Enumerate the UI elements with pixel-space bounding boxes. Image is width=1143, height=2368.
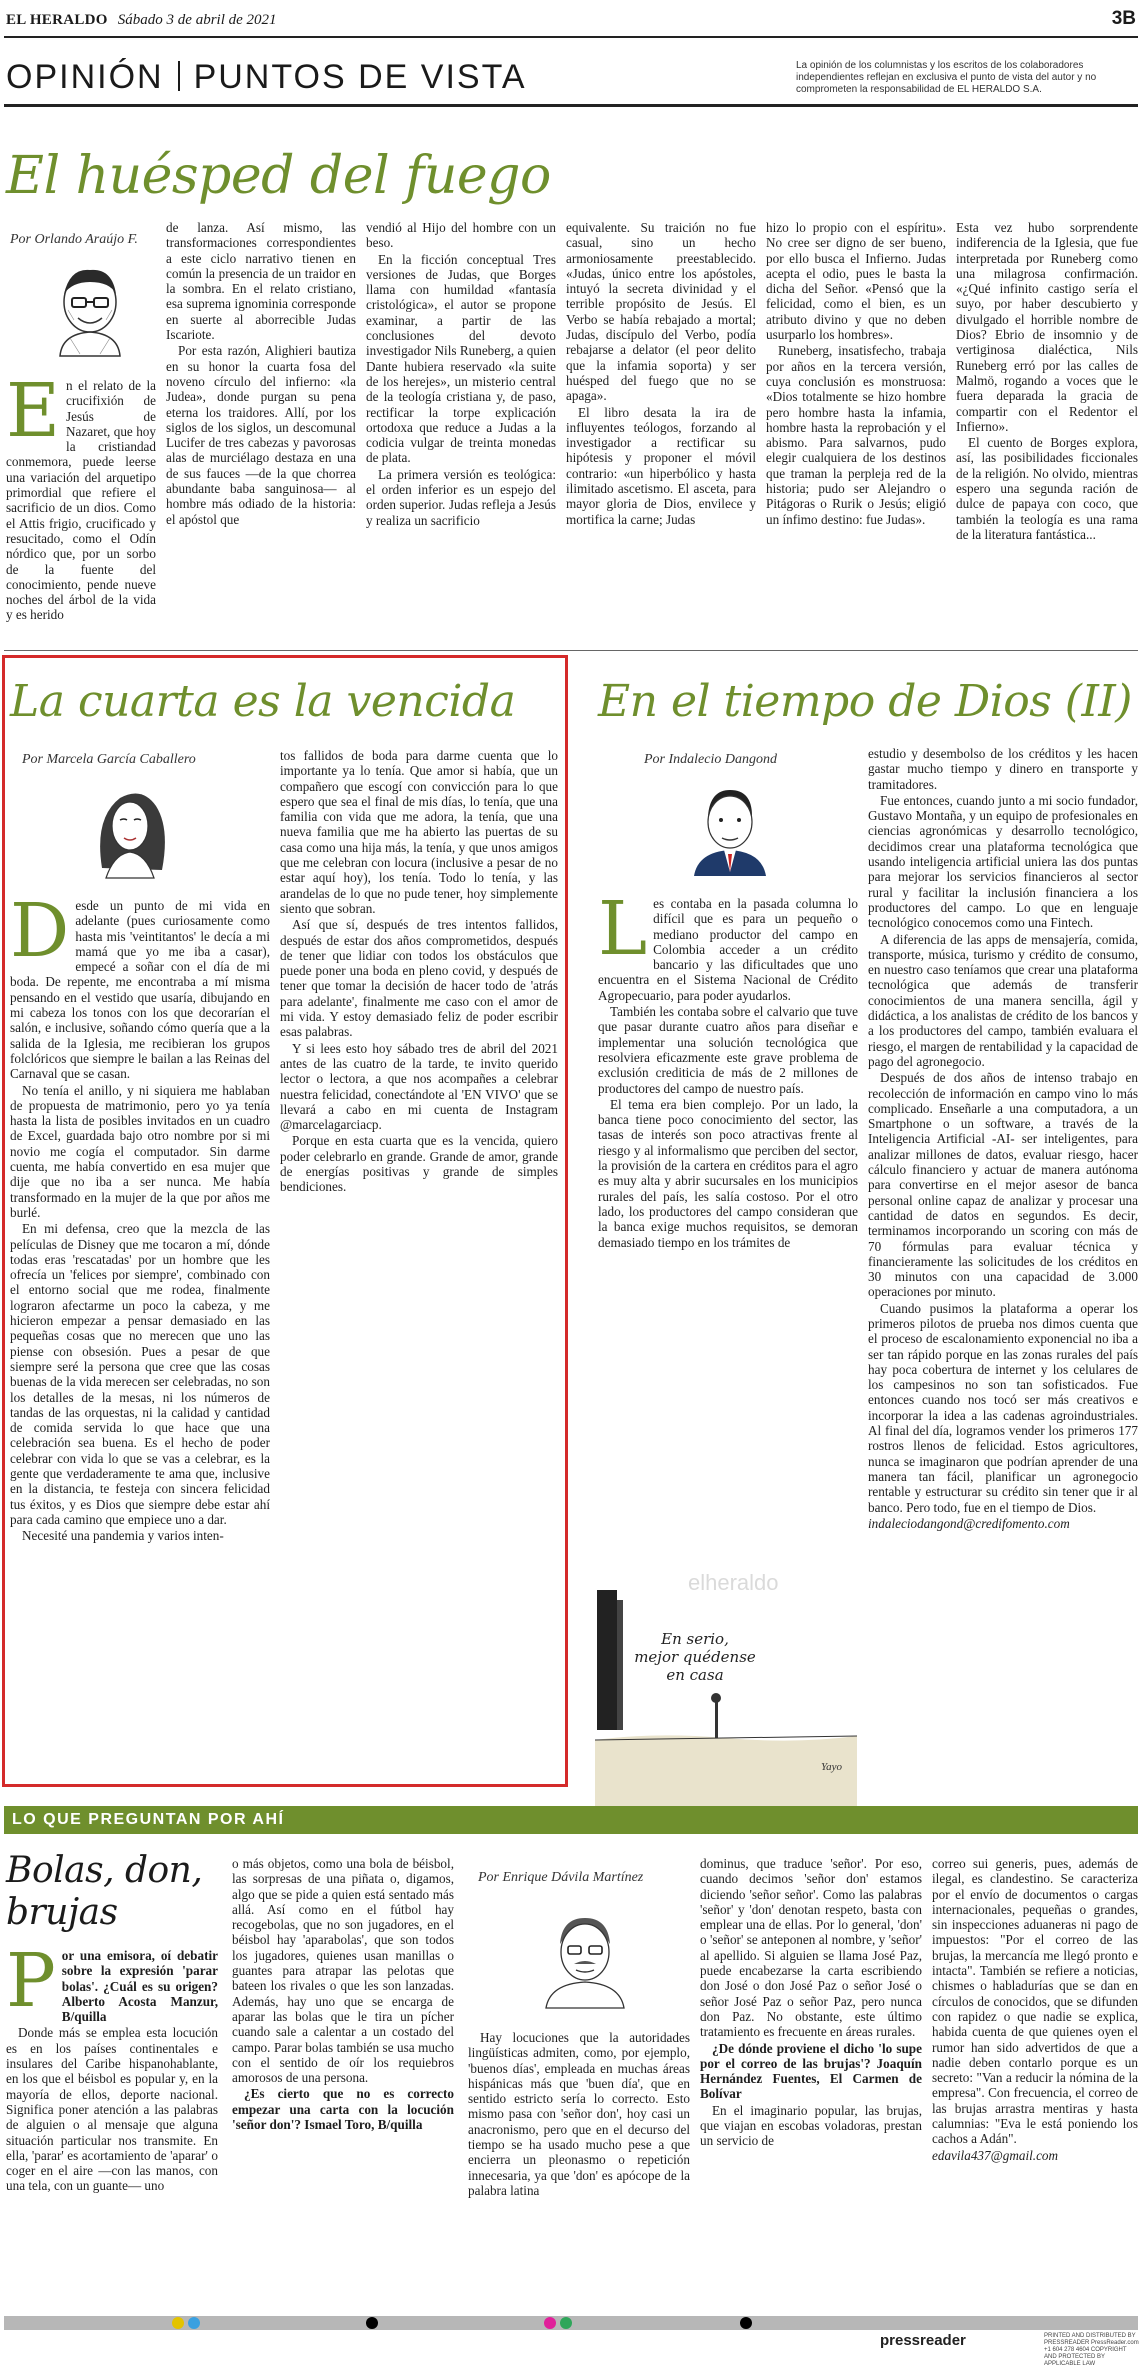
registration-dot-black (740, 2317, 752, 2329)
article4-column-3 (468, 2030, 690, 2310)
article1-paragraph: El libro desata la ira de influyentes teólogos, forzando al investigador a rectificar su hipótesis y proponer el móvil contrario: «un hiperbólico y hasta ilimitado ascetismo. El asceta, para mayor gloria de Dios, envilece y mortifica la carne; Judas (566, 404, 756, 527)
issue-date: Sábado 3 de abril de 2021 (117, 12, 277, 28)
article2-paragraph: En mi defensa, creo que la mezcla de las películas de Disney que me tocaron a mí, dónde todas eras 'rescatadas' por un hombre que les ofrecía un 'felices por siempre', combinado con el entorno social que me rodea, finalmente lograron afectarme un poco la cabeza, y me hicieron empezar a pensar demasiado en las pequeñas cosas que no merecen que uno las piense con obsesión. Pues a pesar de que siempre seré la persona que cree que las cosas buenas de la vida merecen ser celebradas, no son los detalles de la mesas, ni los números de tandas de las orquestas, ni la calidad y cantidad de comida servida lo que hace que una celebración sea buena. Es el hecho de poder celebrar con vida lo que se vas a celebrar, es la gente que verdaderamente te ama que, inclusive en la distancia, te festeja con sincera felicidad tus éxitos, y es Dios que siempre debe estar ahí para cada camino que empiece uno a dar. (10, 1221, 270, 1527)
pressreader-logo: pressreader (880, 2332, 966, 2349)
article4-dropcap: P (6, 1938, 56, 2024)
article1-column-5 (766, 220, 946, 640)
article2-byline: Por Marcela García Caballero (22, 752, 196, 767)
article3-email: indaleciodangond@credifomento.com (868, 1515, 1070, 1531)
article4-title-line2: brujas (6, 1892, 118, 1933)
article1-paragraph: En la ficción conceptual Tres versiones de Judas, que Borges llama con humildad «fantasía cristológica», el autor se propone examinar, a partir de las conclusiones del devoto investigador Nils Runeberg, a quien Dante hubiera reservado «la suite de los herejes», un misterio central de la teología cristiana y, de paso, rectificar la torpe explicación ortodoxa que reduce a Judas a la codicia vulgar de treinta monedas de plata. (366, 251, 556, 466)
article4-email: edavila437@gmail.com (932, 2147, 1059, 2163)
article1-paragraph: de lanza. Así mismo, las transformaciones correspondientes a este ciclo narrativo tienen en común la presencia de un traidor en la sombra. En el relato cristiano, esa suprema ignominia corresponde en suerte al aborrecible Judas Iscariote. (166, 220, 356, 343)
section-rule (4, 104, 1138, 107)
article4-paragraph: o más objetos, como una bola de béisbol, las sorpresas de una piñata o, digamos, algo que se pide a quien está sentado más allá. Así como en el fútbol hay recogebolas, que no son jugadores, en el béisbol hay 'aparabolas', que son todos los jugadores, quienes usan manillas o guantes para atrapar las pelotas que bateen los rivales o que les son lanzadas. Además, hay uno que se encarga de aparar las bolas que le tira un pícher cuando sale a calentar a un costado del campo. Parar bolas también se usa mucho con el sentido de oír los requiebros amorosos de una persona. (232, 1856, 454, 2086)
article2-paragraph: tos fallidos de boda para darme cuenta que lo importante ya lo tenía. Que amor si había, que un compañero que escogí con convicción para lo que espero que sea el final de mis días, lo tenía, que una familia con vida que me adora, la tenía, que una nueva familia que me ha abierto las puertas de su casa como una hija más, la tenía, y que unos amigos que me celebran con locura (inclusive a pesar de no estar aquí hoy), los tenía. Todo lo tenía, y las arandelas de lo que no pude tener, hoy simplemente siento que sobran. (280, 748, 558, 916)
article1-paragraph: Runeberg, insatisfecho, trabaja por años en la tercera versión, cuya conclusión es monstruosa: «Dios totalmente se hizo hombre pero hombre hasta la infamia, hombre hasta la reprobación y el abismo. Para salvarnos, pudo elegir cualquiera de los destinos que traman la perpleja red de la historia; pudo ser Alejandro o Pitágoras o Rurik o Jesús; eligió un ínfimo destino: fue Judas». (766, 343, 946, 527)
cartoon-watermark: elheraldo (688, 1570, 779, 1595)
article4-column-4 (700, 1856, 922, 2310)
article2-paragraph: Así que sí, después de tres intentos fallidos, después de estar dos años comprometidos, después de tener que lidiar con todos los obstáculos que puede poner una boda en pleno covid, y después de tener que tomar la decisión de hacer todo de 'atrás para adelante', finalmente me caso con el amor de mi vida. Y estoy demasiado feliz de poder escribir esas palabras. (280, 917, 558, 1040)
article1-column-1 (6, 368, 156, 638)
article1-paragraph: vendió al Hijo del hombre con un beso. (366, 220, 556, 251)
article3-paragraph: estudio y desembolso de los créditos y les hacen gastar mucho tiempo y dinero en transporte y tramitadores. (868, 746, 1138, 792)
section-bar-label: LO QUE PREGUNTAN POR AHÍ (12, 1811, 285, 1828)
article4-question: ¿Es cierto que no es correcto empezar una carta con la locución 'señor don'? Ismael Toro, B/quilla (232, 2086, 454, 2133)
article2-paragraph: Porque en esta cuarta que es la vencida, quiero poder celebrarlo en grande. Grande de amor, grande de energías positivas y grande de simples bendiciones. (280, 1133, 558, 1195)
section-name: OPINIÓN (6, 58, 164, 96)
registration-dot-green (560, 2317, 572, 2329)
page-number: 3B (1111, 8, 1136, 29)
article1-column-4 (566, 220, 756, 640)
article4-question: ¿De dónde proviene el dicho 'lo supe por el correo de las brujas'? Joaquín Hernández Fuentes, El Carmen de Bolívar (700, 2040, 922, 2102)
article2-paragraph: No tenía el anillo, y ni siquiera me hablaban de propuesta de matrimonio, pero yo ya tenía hasta la lista de posibles invitados en un cuadro de Excel, guardada bajo otro nombre por si mi novio me cogía el computador. Sin darme cuenta, me había convertido en esa mujer que dije que no iba a ser nunca. Me había transformado en la mujer de la que por años me burlé. (10, 1082, 270, 1220)
article1-column-3 (366, 220, 556, 640)
article3-paragraph: Después de dos años de intenso trabajo en recolección de información en campo vino lo más complicado. Enseñarle a una computadora, a un Smartphone o un software, a través de la Inteligencia Artificial -AI- ser inteligentes, para analizar millones de datos, evaluar riesgo, hacer cálculo financiero y actuar de manera autónoma para convertirse en el mejor asesor de banca personal online capaz de analizar y procesar una cantidad de datos en segundos. Es decir, terminamos incorporando un scoring con más de 70 fórmulas para evaluar técnica y financieramente las solicitudes de los créditos en 30 minutos con una capacidad de 3.000 operaciones por minuto. (868, 1070, 1138, 1300)
article3-paragraph: es contaba en la pasada columna lo difícil que es para un pequeño o mediano productor del campo en Colombia acceder a un crédito bancario y las dificultades que uno encuentra en el Sistema Nacional de Crédito Agropecuario, para poder ayudarlos. (598, 896, 858, 1003)
article3-dropcap: L (598, 886, 648, 972)
article4-title (6, 1850, 202, 1934)
article1-paragraph: El cuento de Borges explora, así, las posibilidades ficcionales de la religión. No olvido, mientras espero una segunda ración de dulce de papaya con coco, que también la teología es una rama de la literatura fantástica... (956, 435, 1138, 542)
article2-paragraph: Necesité una pandemia y varios inten- (22, 1528, 224, 1544)
article2-dropcap: D (10, 888, 70, 974)
article3-paragraph: A diferencia de las apps de mensajería, comida, transporte, música, turismo y crédito de consumo, en nuestro caso teníamos que crear una plataforma tecnológica que además de transferir conocimientos de una manera sencilla, ágil y didáctica, a los analistas de crédito de los bancos y a los productores del campo, también evaluara el riesgo, el margen de rentabilidad y la capacidad de pago del agronegocio. (868, 931, 1138, 1069)
article3-paragraph: El tema era bien complejo. Por un lado, la banca tiene poco conocimiento del sector, las tasas de interés son poco atractivas frente al riesgo y al informalismo que perciben del sector, la provisión de la cartera en créditos para el agro es muy alta y abrir sucursales en los municipios rurales del país, les salía costoso. Por el otro lado, los productores del campo consideran que la banca exige muchos requisitos, se demoran demasiado tiempo en los trámites de (598, 1096, 858, 1250)
article2-column-2 (280, 748, 558, 1338)
section-disclaimer: La opinión de los columnistas y los escritos de los colaboradores independientes reflejan en exclusiva el punto de vista del autor y no comprometen la responsabilidad de EL HERALDO S.A. (796, 60, 1097, 95)
article1-paragraph: Esta vez hubo sorprendente indiferencia de la Iglesia, que fue interpretada por Runeberg como una milagrosa confirmación. «¿Qué infinito castigo sería el suyo, por haber descubierto y divulgado el horrible nombre de Dios? Ebrio de insomnio y de vertiginosa dialéctica, Nils Runeberg erró por las calles de Malmö, rogando a voces que le fuera deparada la gracia de compartir con el Redentor el Infierno». (956, 220, 1138, 434)
article1-paragraph: hizo lo propio con el espíritu». No cree ser digno de ser bueno, por ello busca el Infierno. Judas acepta el odio, pues le basta la dicha del Señor. «Pensó que la felicidad, como el bien, es un atributo divino y que no deben usurparlo los hombres». (766, 220, 946, 343)
article1-paragraph: Por esta razón, Alighieri bautiza en su honor la cuarta fosa del noveno círculo del infierno: «la Judea», donde purgan su pena eterna los traidores. Allí, por los siglos de los siglos, un descomunal Lucifer de tres cabezas y pavorosas alas de murciélago destaza en una de sus fauces —de la que chorrea abundante baba sanguinosa— al hombre más odiado de la historia: el apóstol que (166, 343, 356, 527)
article4-column-2 (232, 1856, 454, 2310)
cartoon-signature: Yayo (821, 1761, 842, 1773)
article1-byline: Por Orlando Araújo F. (10, 232, 138, 247)
article2-title: La cuarta es la vencida (10, 676, 516, 727)
article4-paragraph: Hay locuciones que la autoridades lingüísticas admiten, como, por ejemplo, 'buenos días', empleada en muchas áreas hispánicas más que 'buen día', que en sentido estricto sería lo correcto. Esto mismo pasa con 'señor don', hoy casi un anacronismo, pero que en el decurso del tiempo se ha usado mucho pese a que encierra un pleonasmo o repetición innecesaria, ya que 'don' es apócope de la palabra latina (468, 2030, 690, 2198)
article1-title: El huésped del fuego (6, 146, 551, 206)
editorial-cartoon (595, 1440, 857, 1813)
article4-column-1 (6, 1938, 218, 2310)
article1-column-6 (956, 220, 1138, 640)
article3-paragraph: Cuando pusimos la plataforma a operar los primeros pilotos de prueba nos dimos cuenta que el proceso de escalonamiento exponencial no iba a ser tan rápido porque en las zonas rurales del país hay poca cobertura de internet y los celulares de los campesinos no son tan sofisticados. Fue entonces cuando nos tocó ser más creativos e incorporar la idea a las cadenas agroindustriales. Al final del día, logramos vender los primeros 177 rostros llenos de felicidad. Estos agricultores, nunca se imaginaron que podrían aprender de una manera tan fácil, planificar un agronegocio rentable y estructurar su crédito sin tener que ir al banco. Pero todo, fue en el tiempo de Dios. (868, 1300, 1138, 1515)
article1-paragraph: La primera versión es teológica: el orden inferior es un espejo del orden superior. Judas refleja a Jesús y realiza un sacrificio (366, 466, 556, 528)
article4-question: or una emisora, oí debatir sobre la expresión 'parar bolas'. ¿Cuál es su origen? Alberto Acosta Manzur, B/quilla (61, 1948, 218, 2025)
section-separator (178, 61, 180, 91)
registration-dot-magenta (544, 2317, 556, 2329)
cartoon-caption-line2: mejor quédense (634, 1648, 756, 1666)
cartoon-caption-line1: En serio, (661, 1630, 729, 1648)
article3-title: En el tiempo de Dios (II) (598, 676, 1132, 727)
article4-paragraph: dominus, que traduce 'señor'. Por eso, cuando decimos 'señor don' estamos diciendo 'señor señor'. Como las palabras 'señor' y 'don' denotan respeto, basta con emplear una de ellas. Por lo general, 'don' o 'señor' se anteponen al nombre, y 'señor' al apellido. Si alguien se llama José Paz, puede encabezarse la carta escribiendo don José o don José Paz o señor José o señor José Paz o señor Paz, pero nunca don Paz. No obstante, este último tratamiento es frecuente en áreas rurales. (700, 1856, 922, 2040)
article4-paragraph: En el imaginario popular, las brujas, que viajan en escobas voladoras, prestan un servicio de (700, 2102, 922, 2149)
article3-paragraph: Fue entonces, cuando junto a mi socio fundador, Gustavo Montaña, y un equipo de profesionales en ciencias agronómicas y desarrollo tecnológico, decidimos crear una plataforma tecnológica que usando inteligencia artificial uniera las dos puntas para mejorar los servicios financieros al sector rural y facilitar la inclusión financiera a los productores del campo. Lo que en lenguaje tecnológico conocemos como una Fintech. (868, 792, 1138, 931)
section-bar (4, 1806, 1138, 1834)
article3-byline: Por Indalecio Dangond (644, 752, 777, 767)
article1-column-2 (166, 220, 356, 640)
article3-column-2 (868, 746, 1138, 1786)
article1-dropcap: E (6, 368, 61, 454)
top-rule (4, 36, 1138, 38)
article2-paragraph: esde un punto de mi vida en adelante (pues curiosamente como hasta mis 'veintitantos' le decía a mi mamá que yo me iba a casar), empecé a soñar con el día de mi boda. De repente, me encontraba a mí misma pensando en el vestido que usaría, dibujando en mi cabeza los tonos con los que decorarían el salón, e inclusive, soñando cómo quería que a la salida de la Iglesia, me recibieran los grupos folclóricos que siempre le bailan a las Reinas del Carnaval que se casan. (10, 898, 270, 1082)
article4-paragraph: Donde más se emplea esta locución es en los países continentales e insulares del Caribe hispanohablante, en los que el béisbol es popular y, en la mayoría de ellos, deporte nacional. Significa poner atención a las palabras de alguien o al mensaje que alguna situación particular nos transmite. En ella, 'parar' es acortamiento de 'aparar' o coger en el aire —con las manos, con una tela, con un guante— uno (6, 2025, 218, 2194)
author-portrait-araujo (40, 258, 140, 356)
article1-bottom-rule (4, 650, 1138, 651)
registration-dot-black (366, 2317, 378, 2329)
author-portrait-dangond (680, 776, 780, 876)
masthead (6, 8, 1136, 34)
cartoon-caption-line3: en casa (666, 1666, 724, 1684)
article2-paragraph: Y si lees esto hoy sábado tres de abril del 2021 antes de las cuatro de la tarde, te invito querido lector o lectora, a que nos acompañes a celebrar nuestra felicidad, conectándote al 'EN VIVO' que se llevará a cabo en mi cuenta de Instagram @marcelagarciacp. (280, 1040, 558, 1133)
brand: EL HERALDO (6, 12, 108, 28)
author-portrait-garcia (80, 778, 180, 878)
article3-paragraph: También les contaba sobre el calvario que tuve que pasar durante cuatro años para diseñar e implementar una solución tecnológica que resolviera eficazmente este grave problema de exclusión crediticia de más de 2 millones de productores del campo de nuestro país. (598, 1004, 858, 1096)
author-portrait-davila (530, 1906, 640, 2008)
registration-dot-yellow (172, 2317, 184, 2329)
section-title (6, 58, 527, 97)
article4-title-line1: Bolas, don, (6, 1850, 203, 1891)
article3-column-1 (598, 886, 858, 1436)
article1-paragraph: n el relato de la crucifixión de Jesús de Nazaret, que hoy la cristiandad conmemora, puede leerse una variación del arquetipo primordial que refiere el sacrificio de un dios. Como el Attis frigio, crucificado y resucitado, como el Odín nórdico que, por un sorbo de la fuente del conocimiento, pende nueve noches del árbol de la vida y es herido (6, 378, 156, 623)
article4-column-5 (932, 1856, 1138, 2310)
registration-dot-cyan (188, 2317, 200, 2329)
section-sub: PUNTOS DE VISTA (193, 58, 527, 96)
article4-paragraph: correo sui generis, pues, además de ilegal, es clandestino. Se caracteriza por el envío de documentos o cargas internacionales, pequeñas o grandes, sin inspecciones aduaneras ni pago de impuestos: "Por el correo de las brujas, la mercancía me llegó pronto e intacta". También se refiere a noticias, chismes o habladurías que se dan en círculos de conocidos, que se difunden con rapidez o que nadie se explica, habida cuenta de que quienes oyen el rumor han sido advertidos de que a nadie deben contarlo porque es un secreto: "Van a reducir la nómina de la empresa". Con frecuencia, el correo de las brujas arrastra mentiras y hasta calumnias: "Eva le está poniendo los cachos a Adán". (932, 1856, 1138, 2147)
article4-byline: Por Enrique Dávila Martínez (478, 1870, 644, 1885)
pressreader-meta: PRINTED AND DISTRIBUTED BY PRESSREADER PressReader.com +1 604 278 4604 COPYRIGHT AND PROTECTED BY APPLICABLE LAW (1044, 2333, 1139, 2367)
cartoon-drawing (595, 1440, 857, 1813)
article1-paragraph: equivalente. Su traición no fue casual, sino un hecho armoniosamente preestablecido. «Judas, único entre los apóstoles, intuyó la secreta divinidad y el terrible propósito de Jesús. El Verbo se había rebajado a mortal; Judas, discípulo del Verbo, podía rebajarse a delator (el peor delito que la infamia soporta) y ser huésped del fuego que no se apaga». (566, 220, 756, 404)
article2-column-1 (10, 888, 270, 1778)
